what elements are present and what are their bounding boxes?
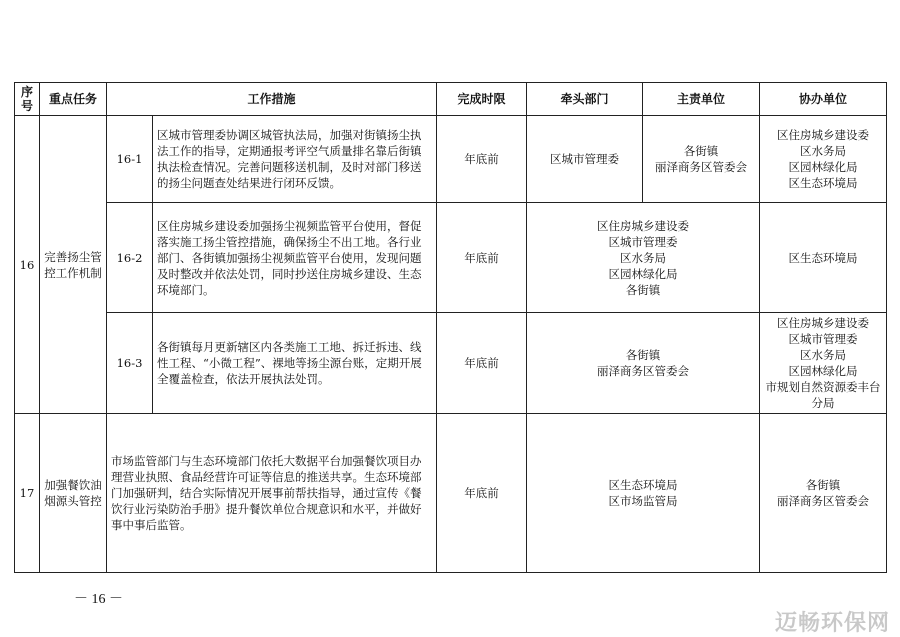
header-main: 主责单位 [643, 83, 760, 116]
lead-main-unit [527, 414, 760, 573]
deadline: 年底前 [437, 313, 527, 414]
unit-line: 区生态环境局 [788, 176, 858, 190]
table-row [15, 203, 887, 313]
unit-line: 区园林绿化局 [788, 160, 858, 174]
unit-line: 区生态环境局 [788, 250, 858, 265]
header-row [15, 83, 887, 116]
unit-line: 区生态环境局 [608, 478, 678, 492]
assist-unit [760, 414, 887, 573]
unit-line: 区水务局 [800, 348, 847, 362]
main-unit [643, 116, 760, 203]
deadline: 年底前 [437, 203, 527, 313]
row-task: 完善扬尘管控工作机制 [40, 116, 107, 414]
header-measure: 工作措施 [107, 83, 437, 116]
deadline: 年底前 [437, 116, 527, 203]
unit-line: 各街镇 [625, 282, 661, 297]
sub-code: 16-2 [107, 203, 153, 313]
header-lead: 牵头部门 [527, 83, 643, 116]
sub-code: 16-1 [107, 116, 153, 203]
header-seq: 序号 [15, 83, 40, 116]
unit-line: 各街镇 [683, 144, 719, 158]
page-number: － 16 － [74, 592, 123, 607]
unit-line: 丽泽商务区管委会 [655, 160, 748, 174]
unit-line: 市规划自然资源委丰台分局 [765, 380, 881, 410]
unit-line: 区城市管理委 [788, 332, 858, 346]
unit-line: 丽泽商务区管委会 [777, 494, 870, 508]
unit-line: 各街镇 [625, 348, 661, 362]
lead-dept: 区城市管理委 [527, 116, 643, 203]
header-deadline: 完成时限 [437, 83, 527, 116]
unit-line: 区市场监管局 [608, 494, 678, 508]
unit-line: 区园林绿化局 [608, 266, 678, 281]
unit-line: 区水务局 [800, 144, 847, 158]
unit-line: 区园林绿化局 [788, 364, 858, 378]
deadline: 年底前 [437, 414, 527, 573]
work-measures-table [14, 82, 887, 573]
row-seq: 16 [15, 116, 40, 414]
site-watermark: 迈畅环保网 [774, 611, 890, 636]
measure-text: 区城市管理委协调区城管执法局，加强对街镇扬尘执法工作的指导，定期通报考评空气质量排名靠后街镇执法检查情况。完善问题移送机制，及时对部门移送的扬尘问题查处结果进行闭环反馈。 [153, 116, 437, 203]
table-row [15, 116, 887, 203]
unit-line: 区住房城乡建设委 [597, 218, 690, 233]
sub-code: 16-3 [107, 313, 153, 414]
table-row [15, 414, 887, 573]
lead-main-unit [527, 313, 760, 414]
assist-unit [760, 313, 887, 414]
unit-line: 区住房城乡建设委 [777, 316, 870, 330]
unit-line: 各街镇 [805, 478, 841, 492]
header-assist: 协办单位 [760, 83, 887, 116]
unit-line: 区住房城乡建设委 [777, 128, 870, 142]
unit-line: 区水务局 [620, 250, 667, 265]
lead-main-unit [527, 203, 760, 313]
measure-text: 区住房城乡建设委加强扬尘视频监管平台使用，督促落实施工扬尘管控措施，确保扬尘不出工地。各行业部门、各街镇加强扬尘视频监管平台使用，发现问题及时整改并依法处罚，同时抄送住房城乡建设、生态环境部门。 [153, 203, 437, 313]
assist-unit [760, 116, 887, 203]
row-task: 加强餐饮油烟源头管控 [40, 414, 107, 573]
measure-text: 各街镇每月更新辖区内各类施工工地、拆迁拆违、线性工程、“小微工程”、裸地等扬尘源台账，定期开展全覆盖检查，依法开展执法处罚。 [153, 313, 437, 414]
row-seq: 17 [15, 414, 40, 573]
unit-line: 丽泽商务区管委会 [597, 364, 690, 378]
table-row [15, 313, 887, 414]
unit-line: 区城市管理委 [608, 234, 678, 249]
measure-text: 市场监管部门与生态环境部门依托大数据平台加强餐饮项目办理营业执照、食品经营许可证等信息的推送共享。生态环境部门加强研判，结合实际情况开展事前帮扶指导，通过宣传《餐饮行业污染防治手册》提升餐饮单位合规意识和水平，并做好事中事后监管。 [107, 414, 437, 573]
header-task: 重点任务 [40, 83, 107, 116]
assist-unit [760, 203, 887, 313]
